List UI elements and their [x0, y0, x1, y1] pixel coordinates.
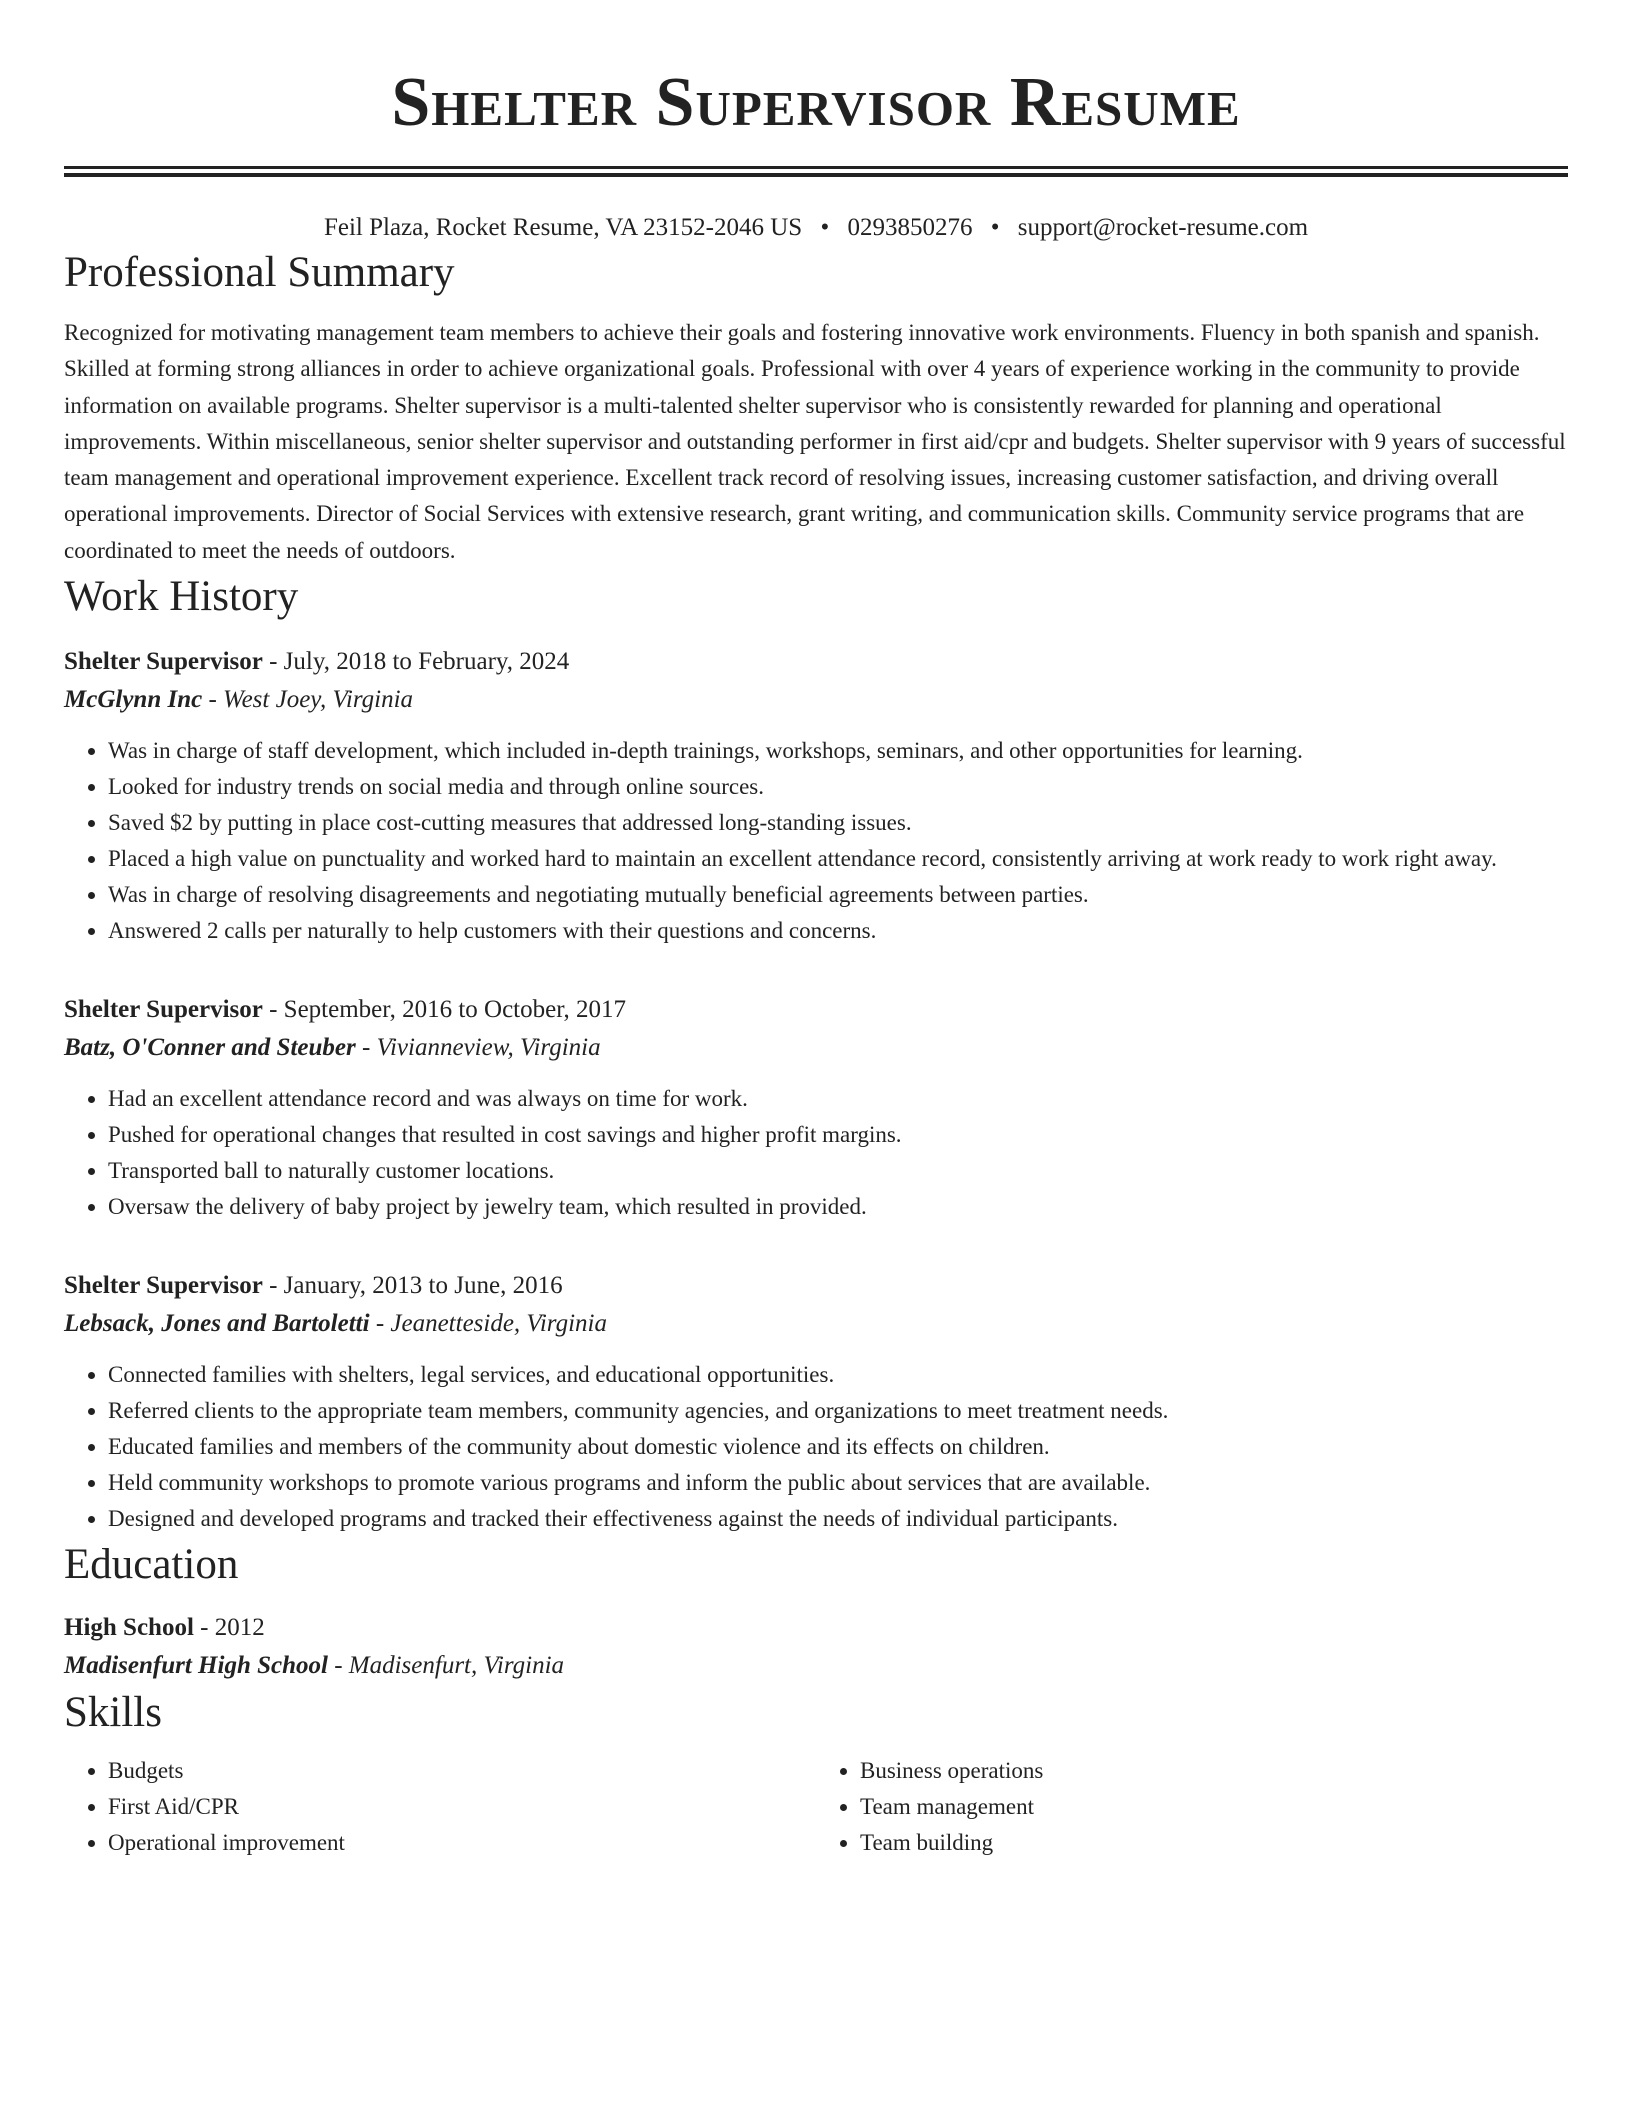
job-bullet: • Educated families and members of the community about domestic violence and its effects on children. — [108, 1429, 1568, 1465]
job-entry — [64, 643, 1568, 949]
education-heading: Education — [64, 1541, 239, 1589]
education-degree-line — [64, 1609, 1568, 1647]
contact-phone: 0293850276 — [847, 214, 973, 241]
job-bullets — [64, 1081, 1568, 1225]
job-bullet: • Placed a high value on punctuality and worked hard to maintain an excellent attendance record, consistently arriving at work ready to work right away. — [108, 841, 1568, 877]
job-dates: - January, 2013 to June, 2016 — [262, 1272, 563, 1300]
job-employer: Lebsack, Jones and Bartoletti — [64, 1310, 370, 1338]
education-school: Madisenfurt High School — [64, 1652, 328, 1680]
job-employer-line — [64, 681, 1568, 719]
education-year: - 2012 — [193, 1614, 265, 1642]
resume-title: Shelter Supervisor Resume — [391, 64, 1241, 141]
job-bullet: • Was in charge of resolving disagreements and negotiating mutually beneficial agreements between parties. — [108, 877, 1568, 913]
education-school-line — [64, 1647, 1568, 1685]
job-bullets — [64, 733, 1568, 949]
contact-email: support@rocket-resume.com — [1017, 214, 1309, 241]
contact-line — [64, 211, 1568, 245]
job-entry — [64, 1267, 1568, 1537]
skills-column-right — [816, 1753, 1568, 1861]
job-bullet: • Was in charge of staff development, which included in-depth trainings, workshops, seminars, and other opportunities for learning. — [108, 733, 1568, 769]
job-title-line — [64, 643, 1568, 681]
job-dates: - July, 2018 to February, 2024 — [262, 648, 570, 676]
job-bullet: • Saved $2 by putting in place cost-cutting measures that addressed long-standing issues. — [108, 805, 1568, 841]
job-employer-line — [64, 1029, 1568, 1067]
job-location: - Vivianneview, Virginia — [355, 1034, 601, 1062]
skill-item: • Team management — [860, 1789, 1568, 1825]
job-location: - West Joey, Virginia — [202, 686, 414, 714]
skills-grid — [64, 1753, 1568, 1861]
skill-item: • Business operations — [860, 1753, 1568, 1789]
work-history-heading: Work History — [64, 573, 299, 621]
job-bullet: • Had an excellent attendance record and was always on time for work. — [108, 1081, 1568, 1117]
job-title-line — [64, 991, 1568, 1029]
education-location: - Madisenfurt, Virginia — [327, 1652, 565, 1680]
summary-text: Recognized for motivating management team members to achieve their goals and fostering innovative work environments. Fluency in both spanish and spanish. Skilled at forming strong alliances in order to achieve organizational goals. Professional with over 4 years of experience working in the community to provide information on available programs. Shelter supervisor is a multi-talented shelter supervisor who is consistently rewarded for planning and operational improvements. Within miscellaneous, senior shelter supervisor and outstanding performer in first aid/cpr and budgets. Shelter supervisor with 9 years of successful team management and operational improvement experience. Excellent track record of resolving issues, increasing customer satisfaction, and driving overall operational improvements. Director of Social Services with extensive research, grant writing, and communication skills. Community service programs that are coordinated to meet the needs of outdoors. — [64, 320, 1566, 563]
education-entry — [64, 1609, 1568, 1685]
contact-separator: • — [820, 214, 830, 241]
skill-item: • Budgets — [108, 1753, 816, 1789]
job-position: Shelter Supervisor — [64, 996, 263, 1024]
job-entry — [64, 991, 1568, 1225]
education-degree: High School — [64, 1614, 194, 1642]
summary-heading: Professional Summary — [64, 249, 455, 296]
job-bullet: • Answered 2 calls per naturally to help customers with their questions and concerns. — [108, 913, 1568, 949]
skill-item: • Operational improvement — [108, 1825, 816, 1861]
skill-item: • First Aid/CPR — [108, 1789, 816, 1825]
job-bullet: • Transported ball to naturally customer locations. — [108, 1153, 1568, 1189]
job-position: Shelter Supervisor — [64, 648, 263, 676]
job-bullet: • Oversaw the delivery of baby project by jewelry team, which resulted in provided. — [108, 1189, 1568, 1225]
job-bullet: • Held community workshops to promote various programs and inform the public about services that are available. — [108, 1465, 1568, 1501]
job-bullets — [64, 1357, 1568, 1537]
job-position: Shelter Supervisor — [64, 1272, 263, 1300]
skills-column-left — [64, 1753, 816, 1861]
job-dates: - September, 2016 to October, 2017 — [262, 996, 627, 1024]
job-employer: McGlynn Inc — [64, 686, 203, 714]
contact-separator: • — [990, 214, 1000, 241]
skill-item: • Team building — [860, 1825, 1568, 1861]
job-title-line — [64, 1267, 1568, 1305]
job-bullet: • Pushed for operational changes that resulted in cost savings and higher profit margins. — [108, 1117, 1568, 1153]
contact-address: Feil Plaza, Rocket Resume, VA 23152-2046 US — [323, 214, 803, 241]
job-bullet: • Connected families with shelters, legal services, and educational opportunities. — [108, 1357, 1568, 1393]
job-employer-line — [64, 1305, 1568, 1343]
title-double-rule — [64, 166, 1568, 177]
job-bullet: • Looked for industry trends on social media and through online sources. — [108, 769, 1568, 805]
job-bullet: • Referred clients to the appropriate team members, community agencies, and organizations to meet treatment needs. — [108, 1393, 1568, 1429]
skills-heading: Skills — [64, 1689, 162, 1737]
job-location: - Jeanetteside, Virginia — [369, 1310, 607, 1338]
job-employer: Batz, O'Conner and Steuber — [64, 1034, 356, 1062]
job-bullet: • Designed and developed programs and tracked their effectiveness against the needs of individual participants. — [108, 1501, 1568, 1537]
